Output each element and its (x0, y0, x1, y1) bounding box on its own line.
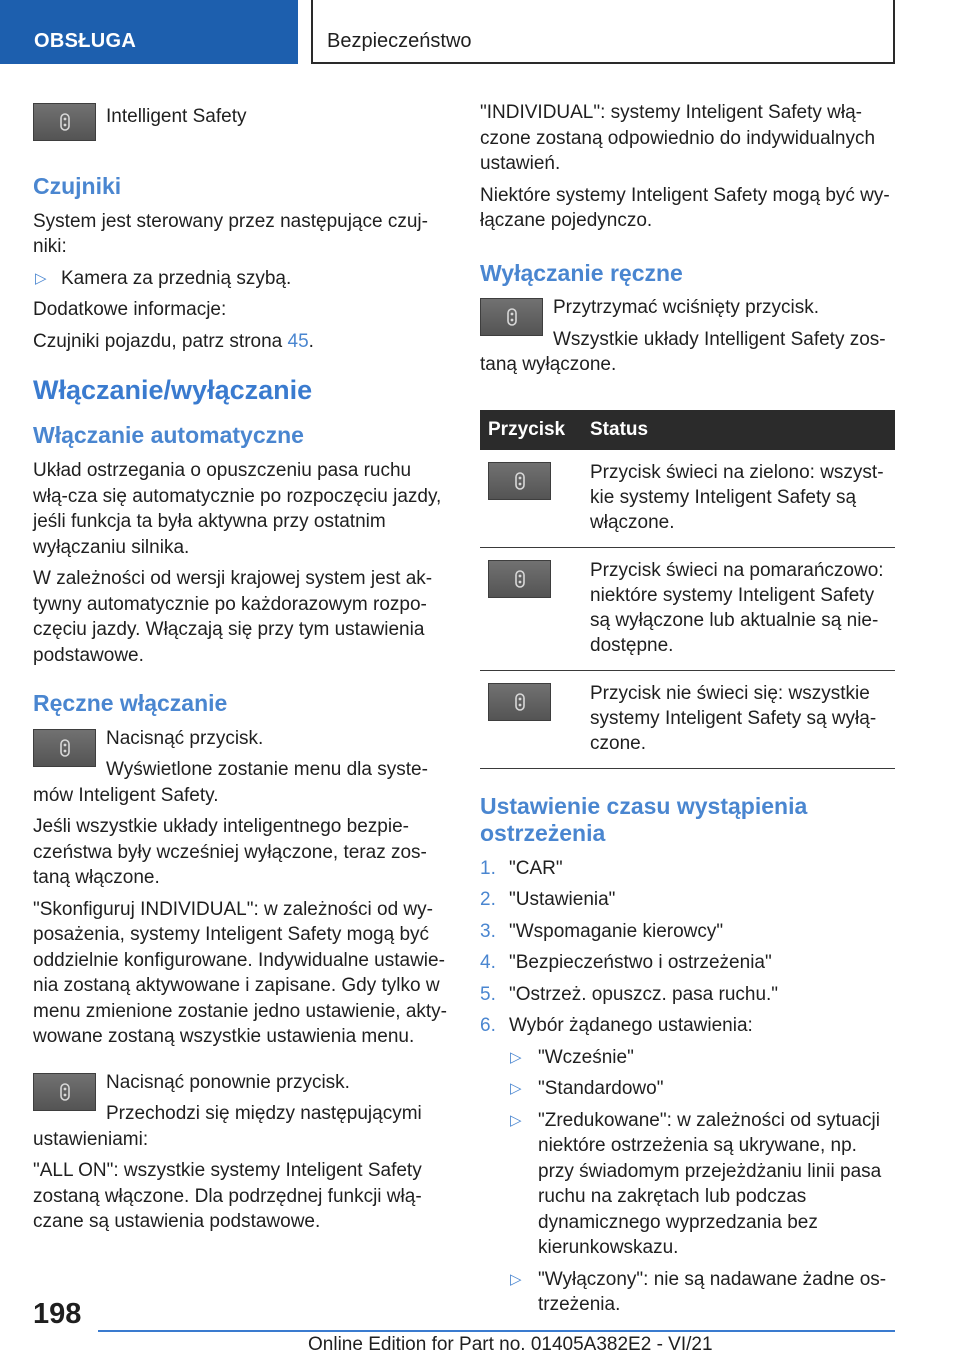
reference-text: Czujniki pojazdu, patrz strona (33, 330, 283, 352)
table-row (480, 547, 895, 670)
manual-paragraph-2: Wyświetlone zostanie menu dla syste-mów Inteligent Safety. (33, 759, 428, 806)
sensors-reference (33, 329, 447, 355)
auto-on-heading: Włączanie automatyczne (33, 422, 304, 449)
sensors-heading: Czujniki (33, 173, 122, 199)
off-paragraph-2: Wszystkie układy Intelligent Safety zos-taną wyłączone. (480, 328, 886, 376)
step-text: "Wspomaganie kierowcy" (509, 920, 724, 942)
manual-paragraph-4: "Skonfiguruj INDIVIDUAL": w zależności od wy-posażenia, systemy Inteligent Safety mogą być oddzielnie konfigurowane. Indywidualne ustawie-nia zostaną aktywowane i zapisane. Gdy tylko w menu zmienione zostanie jedno ustawienie, akty-wowane zostaną wszystkie ustawienia menu. (33, 898, 448, 1048)
intelligent-safety-button-icon (488, 560, 551, 598)
intelligent-safety-button-icon (480, 298, 543, 336)
step-text: "Bezpieczeństwo i ostrzeżenia" (509, 952, 772, 974)
bullet-triangle-icon: ▷ (35, 269, 47, 287)
right-column (480, 100, 895, 1324)
button-cell (480, 450, 582, 548)
option-text: "Zredukowane": w zależności od sytuacji niektóre ostrzeżenia są ukrywane, np. przy świadomym przejeżdżaniu linii pasa ruchu na zakrętach lub podczas dynamicznego wyprzedzania bez kierunkowskazu. (538, 1109, 882, 1259)
steps-list (480, 856, 895, 1039)
status-cell: Przycisk nie świeci się: wszystkie systemy Inteligent Safety są wyłą-czone. (582, 670, 895, 768)
sensors-text: System jest sterowany przez następujące czuj-niki: (33, 210, 428, 258)
manual-paragraph-3: Jeśli wszystkie układy inteligentnego bezpie-czeństwa były wcześniej wyłączone, teraz zos-taną włączone. (33, 816, 427, 889)
manual-off-heading: Wyłączanie ręczne (480, 259, 683, 286)
list-item (480, 950, 895, 976)
again-paragraph-1: Nacisnąć ponownie przycisk. (106, 1071, 350, 1093)
button-cell (480, 547, 582, 670)
options-list (480, 1045, 895, 1318)
on-off-heading: Włączanie/wyłączanie (33, 375, 313, 406)
section-label: OBSŁUGA (34, 30, 137, 52)
intelligent-safety-button-icon (488, 462, 551, 500)
status-cell: Przycisk świeci na zielono: wszyst-kie systemy Inteligent Safety są włączone. (582, 450, 895, 548)
column-header-status: Status (582, 410, 895, 450)
option-text: "Wcześnie" (538, 1046, 634, 1068)
step-text: "CAR" (509, 857, 563, 879)
manual-on-heading: Ręczne włączanie (33, 690, 228, 717)
button-status-table (480, 410, 895, 769)
list-item (480, 1045, 895, 1071)
page-link[interactable]: 45 (287, 330, 309, 352)
step-text: "Ustawienia" (509, 889, 616, 911)
manual-paragraph-1: Nacisnąć przycisk. (106, 727, 264, 749)
table-header-row (480, 410, 895, 450)
step-number: 4. (480, 952, 496, 974)
list-item (480, 1013, 895, 1039)
bullet-text: Kamera za przednią szybą. (61, 267, 292, 289)
chapter-title: Bezpieczeństwo (327, 30, 472, 52)
left-column (33, 100, 447, 1241)
status-cell: Przycisk świeci na pomarańczowo: niektóre systemy Inteligent Safety są wyłączone lub aktualnie są nie-dostępne. (582, 547, 895, 670)
warning-timing-heading: Ustawienie czasu wystąpienia ostrzeżenia (480, 792, 808, 847)
all-on-paragraph: "ALL ON": wszystkie systemy Inteligent Safety zostaną włączone. Dla podrzędnej funkcji włą-czane są ustawienia podstawowe. (33, 1160, 422, 1233)
some-systems-paragraph: Niektóre systemy Inteligent Safety mogą być wy-łączane pojedynczo. (480, 184, 890, 231)
list-item (480, 887, 895, 913)
option-text: "Wyłączony": nie są nadawane żadne os-trzeżenia. (538, 1268, 887, 1316)
more-info-text: Dodatkowe informacje: (33, 299, 227, 321)
intro-label: Intelligent Safety (106, 106, 247, 127)
step-number: 2. (480, 889, 496, 911)
intelligent-safety-button-icon (33, 103, 96, 141)
bullet-triangle-icon: ▷ (510, 1048, 522, 1066)
list-item (480, 856, 895, 882)
step-text: "Ostrzeż. opuszcz. pasa ruchu." (509, 983, 779, 1005)
again-paragraph-2: Przechodzi się między następującymi ustawieniami: (33, 1103, 422, 1150)
step-text: Wybór żądanego ustawienia: (509, 1015, 753, 1037)
list-item (480, 982, 895, 1008)
auto-paragraph-2: W zależności od wersji krajowej system jest ak-tywny automatycznie po każdorazowym rozpo-częciu jazdy. Włączają się przy tym ustawienia podstawowe. (33, 568, 433, 666)
edition-footer: Online Edition for Part no. 01405A382E2 - VI/21 (308, 1334, 713, 1355)
list-item (480, 1076, 895, 1102)
table-row (480, 450, 895, 548)
intelligent-safety-button-icon (33, 729, 96, 767)
chapter-title-tab (311, 0, 895, 64)
list-item (480, 919, 895, 945)
column-header-button: Przycisk (480, 410, 582, 450)
intelligent-safety-button-icon (33, 1073, 96, 1111)
section-tab (0, 0, 298, 64)
individual-paragraph: "INDIVIDUAL": systemy Inteligent Safety włą-czone zostaną odpowiednio do indywidualnych ustawień. (480, 102, 876, 174)
bullet-triangle-icon: ▷ (510, 1270, 522, 1288)
bullet-triangle-icon: ▷ (510, 1111, 522, 1129)
intelligent-safety-button-icon (488, 683, 551, 721)
off-paragraph-1: Przytrzymać wciśnięty przycisk. (553, 297, 820, 319)
footer-divider (98, 1330, 895, 1332)
button-cell (480, 670, 582, 768)
table-row (480, 670, 895, 768)
auto-paragraph-1: Układ ostrzegania o opuszczeniu pasa ruchu włą-cza się automatycznie po rozpoczęciu jazdy, jeśli funkcja ta była aktywna przy ostatnim wyłączaniu silnika. (33, 460, 442, 558)
option-text: "Standardowo" (538, 1078, 664, 1100)
step-number: 1. (480, 857, 496, 879)
step-number: 6. (480, 1015, 496, 1037)
list-item (480, 1267, 895, 1318)
list-item (480, 1108, 895, 1261)
page-number: 198 (33, 1298, 82, 1330)
reference-suffix: . (308, 330, 314, 352)
step-number: 5. (480, 983, 496, 1005)
step-number: 3. (480, 920, 496, 942)
sensors-bullet (33, 266, 447, 292)
bullet-triangle-icon: ▷ (510, 1080, 522, 1098)
